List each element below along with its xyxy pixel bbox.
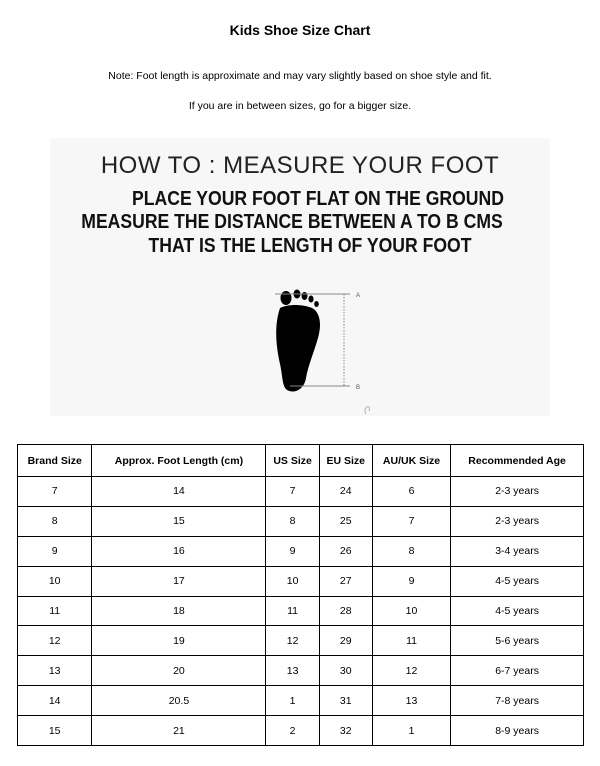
table-cell: 18 xyxy=(92,596,266,626)
table-row xyxy=(18,626,584,656)
table-cell: 6-7 years xyxy=(451,656,584,686)
point-a-label: A xyxy=(356,293,361,299)
table-cell: 13 xyxy=(18,656,92,686)
table-cell: 3-4 years xyxy=(451,536,584,566)
table-row xyxy=(18,716,584,746)
table-cell: 28 xyxy=(319,596,372,626)
table-cell: 20 xyxy=(92,656,266,686)
column-header: Approx. Foot Length (cm) xyxy=(92,445,266,477)
table-cell: 24 xyxy=(319,477,372,507)
table-cell: 7 xyxy=(18,477,92,507)
decorative-squiggle-icon xyxy=(365,407,370,414)
table-cell: 26 xyxy=(319,536,372,566)
column-header: Recommended Age xyxy=(451,445,584,477)
table-cell: 20.5 xyxy=(92,686,266,716)
table-cell: 2-3 years xyxy=(451,477,584,507)
table-cell: 9 xyxy=(266,536,319,566)
table-cell: 9 xyxy=(18,536,92,566)
table-header-row xyxy=(18,445,584,477)
foot-silhouette-icon xyxy=(276,290,320,392)
table-cell: 17 xyxy=(92,566,266,596)
table-row xyxy=(18,656,584,686)
measure-heading: HOW TO : MEASURE YOUR FOOT xyxy=(100,152,500,179)
note-foot-length: Note: Foot length is approximate and may vary slightly based on shoe style and fit. xyxy=(108,70,492,82)
table-cell: 2-3 years xyxy=(451,506,584,536)
table-cell: 10 xyxy=(266,566,319,596)
measure-instruction-2: MEASURE THE DISTANCE BETWEEN A TO B CMS xyxy=(81,211,503,233)
table-cell: 10 xyxy=(372,596,450,626)
measure-instructions-image xyxy=(50,138,550,416)
table-cell: 13 xyxy=(266,656,319,686)
table-cell: 19 xyxy=(92,626,266,656)
column-header: EU Size xyxy=(319,445,372,477)
table-cell: 13 xyxy=(372,686,450,716)
measure-instruction-1: PLACE YOUR FOOT FLAT ON THE GROUND xyxy=(132,188,504,210)
foot-diagram xyxy=(270,286,380,416)
table-row xyxy=(18,596,584,626)
table-row xyxy=(18,506,584,536)
table-cell: 21 xyxy=(92,716,266,746)
column-header: Brand Size xyxy=(18,445,92,477)
table-cell: 12 xyxy=(266,626,319,656)
table-cell: 29 xyxy=(319,626,372,656)
table-cell: 4-5 years xyxy=(451,566,584,596)
table-cell: 15 xyxy=(92,506,266,536)
table-cell: 31 xyxy=(319,686,372,716)
column-header: US Size xyxy=(266,445,319,477)
note-between-sizes: If you are in between sizes, go for a bigger size. xyxy=(188,100,412,112)
table-cell: 7 xyxy=(266,477,319,507)
table-cell: 14 xyxy=(92,477,266,507)
table-row xyxy=(18,566,584,596)
table-cell: 11 xyxy=(18,596,92,626)
column-header: AU/UK Size xyxy=(372,445,450,477)
table-cell: 11 xyxy=(372,626,450,656)
table-cell: 8-9 years xyxy=(451,716,584,746)
table-cell: 12 xyxy=(372,656,450,686)
table-cell: 14 xyxy=(18,686,92,716)
table-cell: 1 xyxy=(372,716,450,746)
table-cell: 6 xyxy=(372,477,450,507)
size-chart-table xyxy=(17,444,584,746)
table-row xyxy=(18,536,584,566)
measure-instruction-3: THAT IS THE LENGTH OF YOUR FOOT xyxy=(148,235,472,257)
table-cell: 15 xyxy=(18,716,92,746)
table-cell: 8 xyxy=(266,506,319,536)
table-cell: 27 xyxy=(319,566,372,596)
table-cell: 10 xyxy=(18,566,92,596)
table-cell: 7-8 years xyxy=(451,686,584,716)
table-cell: 8 xyxy=(372,536,450,566)
table-cell: 11 xyxy=(266,596,319,626)
table-cell: 25 xyxy=(319,506,372,536)
table-row xyxy=(18,686,584,716)
table-cell: 7 xyxy=(372,506,450,536)
table-cell: 2 xyxy=(266,716,319,746)
table-cell: 32 xyxy=(319,716,372,746)
table-cell: 8 xyxy=(18,506,92,536)
table-row xyxy=(18,477,584,507)
table-cell: 4-5 years xyxy=(451,596,584,626)
table-cell: 16 xyxy=(92,536,266,566)
table-cell: 1 xyxy=(266,686,319,716)
table-cell: 5-6 years xyxy=(451,626,584,656)
page-title: Kids Shoe Size Chart xyxy=(229,22,371,38)
point-b-label: B xyxy=(356,385,361,391)
table-cell: 12 xyxy=(18,626,92,656)
table-cell: 9 xyxy=(372,566,450,596)
table-cell: 30 xyxy=(319,656,372,686)
